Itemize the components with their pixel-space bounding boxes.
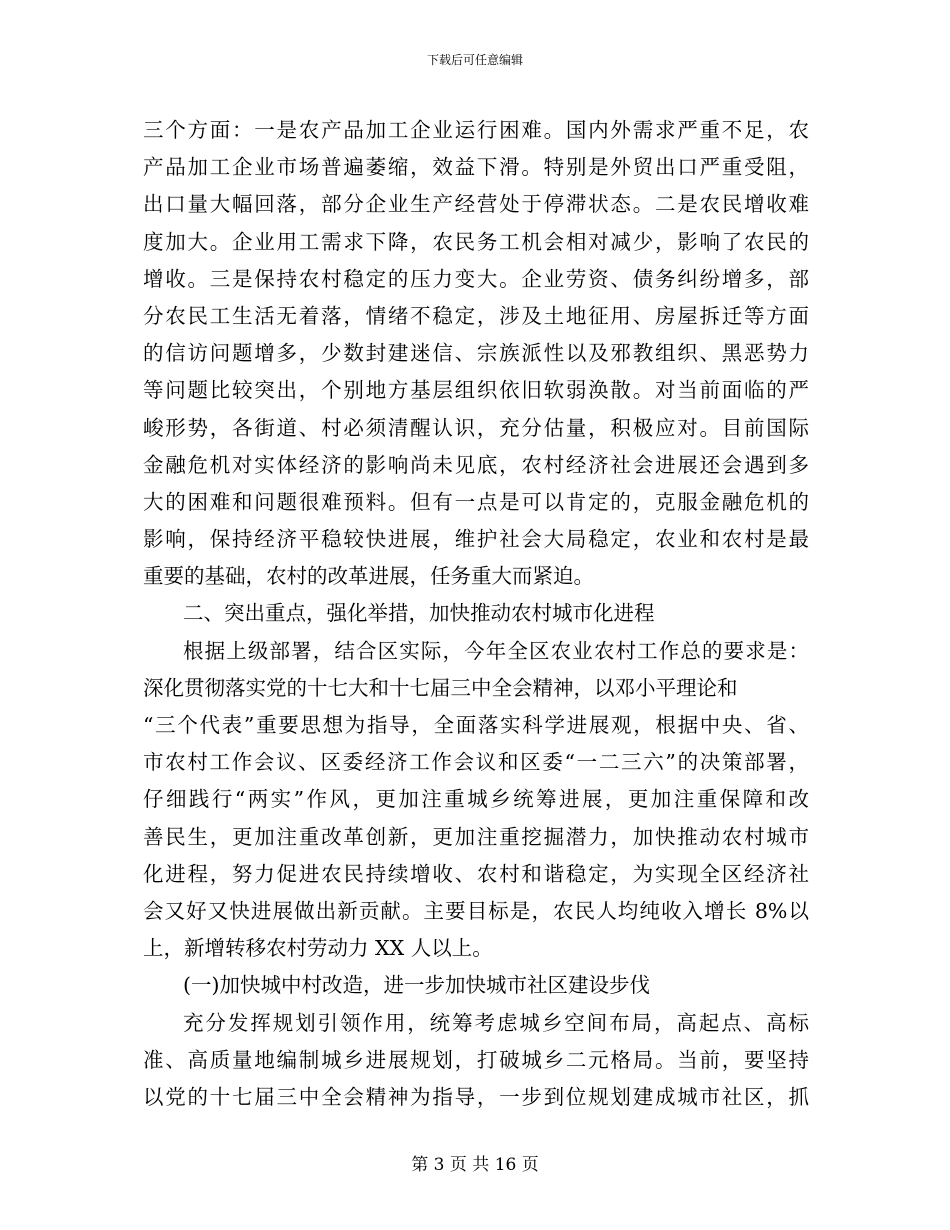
text-line: 的信访问题增多，少数封建迷信、宗族派性以及邪教组织、黑恶势力 — [143, 341, 809, 366]
text-line: 化进程，努力促进农民持续增收、农村和谐稳定，为实现全区经济社 — [143, 861, 809, 886]
text-line: 仔细践行“两实”作风，更加注重城乡统筹进展，更加注重保障和改 — [143, 787, 809, 812]
section-heading: 二、突出重点，强化举措，加快推动农村城市化进程 — [183, 601, 655, 626]
subsection-heading: (一)加快城中村改造，进一步加快城市社区建设步伐 — [183, 973, 650, 998]
text-line: 产品加工企业市场普遍萎缩，效益下滑。特别是外贸出口严重受阻， — [143, 155, 809, 180]
text-line: 会又好又快进展做出新贡献。主要目标是，农民人均纯收入增长 8%以 — [143, 898, 809, 923]
text-line: 金融危机对实体经济的影响尚未见底，农村经济社会进展还会遇到多 — [143, 452, 809, 477]
text-line: 市农村工作会议、区委经济工作会议和区委“一二三六”的决策部署， — [143, 750, 809, 775]
page-number-footer: 第 3 页 共 16 页 — [411, 1155, 539, 1175]
text-line: 根据上级部署，结合区实际，今年全区农业农村工作总的要求是： — [183, 638, 809, 663]
page-header: 下载后可任意编辑 — [426, 53, 523, 67]
text-line: 大的困难和问题很难预料。但有一点是可以肯定的，克服金融危机的 — [143, 489, 809, 514]
text-line: 充分发挥规划引领作用，统筹考虑城乡空间布局，高起点、高标 — [183, 1010, 809, 1035]
text-line: 增收。三是保持农村稳定的压力变大。企业劳资、债务纠纷增多，部 — [143, 266, 809, 291]
text-line: 影响，保持经济平稳较快进展，维护社会大局稳定，农业和农村是最 — [143, 527, 809, 552]
text-line: “三个代表”重要思想为指导，全面落实科学进展观，根据中央、省、 — [143, 713, 809, 737]
text-line: 分农民工生活无着落，情绪不稳定，涉及土地征用、房屋拆迁等方面 — [143, 303, 809, 328]
document-body — [143, 112, 809, 1116]
text-line: 等问题比较突出，个别地方基层组织依旧软弱涣散。对当前面临的严 — [143, 378, 809, 403]
text-line: 以党的十七届三中全会精神为指导，一步到位规划建成城市社区，抓 — [143, 1084, 809, 1109]
text-line: 三个方面：一是农产品加工企业运行困难。国内外需求严重不足，农 — [143, 118, 809, 142]
text-line: 善民生，更加注重改革创新，更加注重挖掘潜力，加快推动农村城市 — [143, 824, 809, 849]
text-line: 上，新增转移农村劳动力 XX 人以上。 — [143, 936, 493, 961]
text-line: 出口量大幅回落，部分企业生产经营处于停滞状态。二是农民增收难 — [143, 192, 809, 217]
text-line: 深化贯彻落实党的十七大和十七届三中全会精神，以邓小平理论和 — [143, 675, 738, 700]
text-line: 准、高质量地编制城乡进展规划，打破城乡二元格局。当前，要坚持 — [143, 1047, 809, 1072]
text-line: 重要的基础，农村的改革进展，任务重大而紧迫。 — [143, 564, 594, 589]
text-line: 峻形势，各街道、村必须清醒认识，充分估量，积极应对。目前国际 — [143, 415, 809, 440]
text-line: 度加大。企业用工需求下降，农民务工机会相对减少，影响了农民的 — [143, 229, 809, 254]
